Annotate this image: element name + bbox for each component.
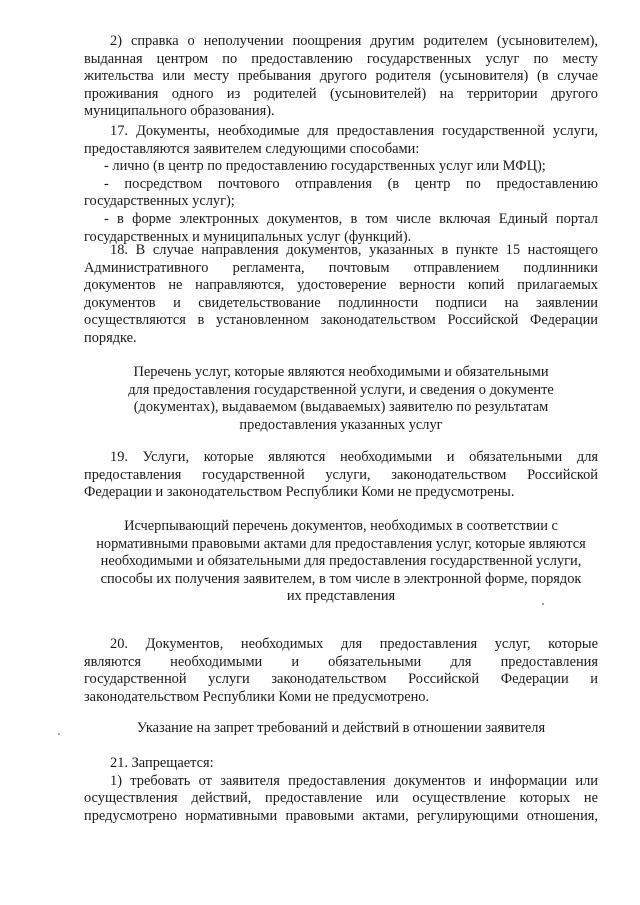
text-line: 2) справка о неполучении поощрения другим родителем (усыновителем),: [110, 33, 598, 49]
text-line: предусмотрено нормативными правовыми актами, регулирующими отношения,: [84, 807, 598, 824]
heading-line: (документах), выдаваемом (выдаваемых) заявителю по результатам: [133, 399, 549, 416]
text-line: 17. Документы, необходимые для предоставления государственной услуги,: [110, 123, 598, 139]
section-heading-documents: [84, 518, 598, 606]
section-heading-services: [84, 364, 598, 434]
heading-line: Перечень услуг, которые являются необходимыми и обязательными: [133, 364, 549, 380]
paragraph-18: [84, 242, 598, 348]
heading-line: для предоставления государственной услуги, и сведения о документе: [128, 381, 554, 398]
text-line: 18. В случае направления документов, указанных в пункте 15 настоящего: [110, 242, 598, 258]
heading-line: Исчерпывающий перечень документов, необходимых в соответствии с: [124, 518, 558, 534]
text-line: жительства или месту пребывания другого родителя (усыновителя) (в случае: [84, 68, 598, 85]
text-line: выданная центром по предоставлению государственных услуг по месту: [84, 50, 598, 67]
heading-line: предоставления указанных услуг: [239, 416, 443, 433]
text-line: Административного регламента, почтовым отправлением подлинники: [84, 259, 598, 276]
heading-line: способы их получения заявителем, в том числе в электронной форме, порядок: [100, 570, 582, 587]
heading-line: необходимыми и обязательными для предоставления государственной услуги,: [100, 553, 582, 570]
heading-line: нормативными правовыми актами для предоставления услуг, которые являются: [96, 535, 586, 552]
text-line: документов не направляются, удостоверение верности копий прилагаемых: [84, 277, 598, 294]
text-line: являются необходимыми и обязательными для предоставления: [84, 653, 598, 670]
paragraph-item-2: [84, 33, 598, 121]
text-line: проживания одного из родителей (усыновителей) на территории другого: [84, 85, 598, 102]
text-line: документов и свидетельствование подлинности подписи на заявлении: [84, 294, 598, 311]
scan-speck: [58, 733, 60, 735]
text-line: законодательством Республики Коми не предусмотрено.: [84, 688, 430, 705]
text-line: осуществляются в установленном законодательством Российской Федерации: [84, 312, 598, 329]
text-line: 20. Документов, необходимых для предоставления услуг, которые: [110, 636, 598, 652]
section-heading-prohibition: [84, 720, 598, 738]
scan-speck: [542, 603, 544, 605]
paragraph-17: [84, 123, 598, 246]
text-line: - в форме электронных документов, в том числе включая Единый портал: [104, 210, 598, 227]
text-line: 1) требовать от заявителя предоставления документов и информации или: [110, 772, 598, 789]
paragraph-19: [84, 449, 598, 502]
text-line: порядке.: [84, 329, 137, 346]
paragraph-20: [84, 636, 598, 706]
text-line: муниципального образования).: [84, 103, 275, 120]
text-line: Федерации и законодательством Республики Коми не предусмотрены.: [84, 484, 515, 501]
text-line: предоставления государственной услуги, законодательством Российской: [84, 466, 598, 483]
text-line: государственной услуги законодательством Российской Федерации и: [84, 671, 598, 688]
text-line: осуществления действий, предоставление или осуществление которых не: [84, 790, 598, 807]
text-line: - посредством почтового отправления (в центр по предоставлению: [104, 175, 598, 192]
text-line: государственных и муниципальных услуг (функций).: [84, 228, 412, 245]
heading-line: Указание на запрет требований и действий в отношении заявителя: [136, 720, 546, 736]
text-line: - лично (в центр по предоставлению государственных услуг или МФЦ);: [104, 158, 546, 175]
text-line: 19. Услуги, которые являются необходимыми и обязательными для: [110, 449, 598, 465]
text-line: государственных услуг);: [84, 193, 235, 210]
text-line: 21. Запрещается:: [110, 755, 214, 771]
heading-line: их представления: [286, 588, 396, 605]
paragraph-21: [84, 755, 598, 825]
text-line: предоставляются заявителем следующими способами:: [84, 140, 420, 157]
